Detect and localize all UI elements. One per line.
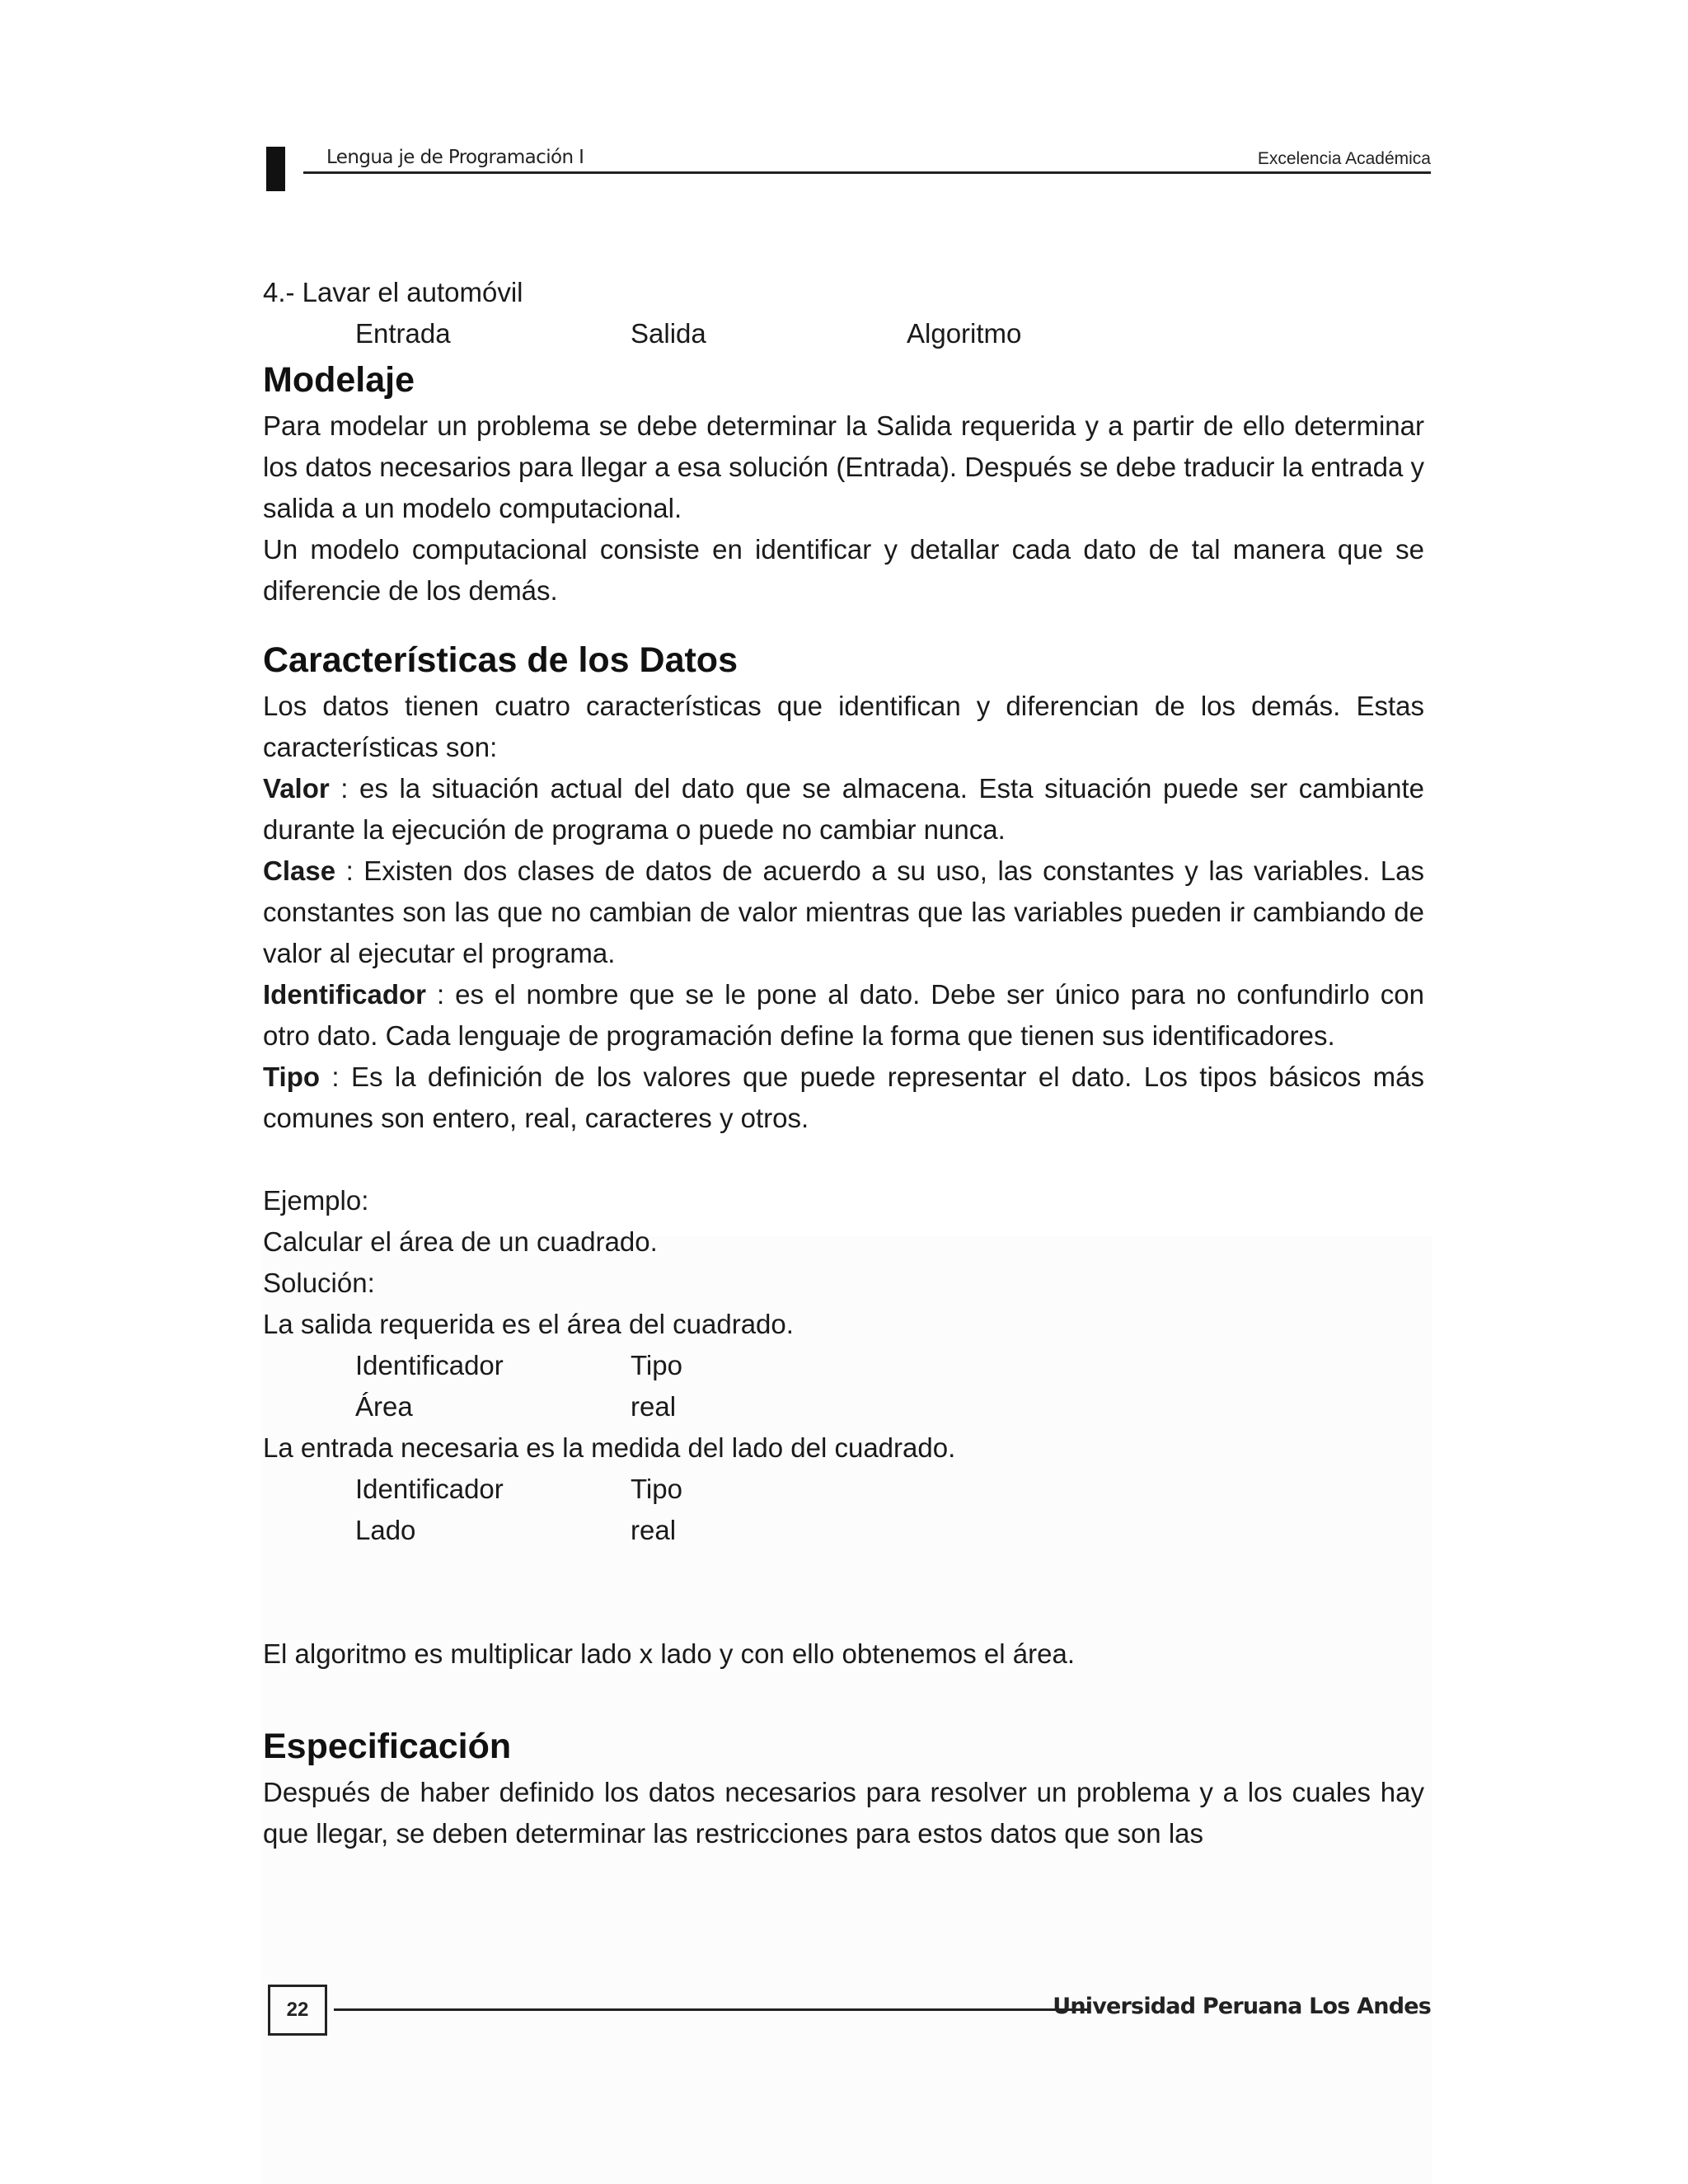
page-number: 22 — [268, 1985, 327, 2036]
table-cell-identificador: Área — [355, 1391, 413, 1422]
definition-valor — [263, 768, 1424, 851]
definition-clase — [263, 851, 1424, 974]
ejemplo-salida-text: La salida requerida es el área del cuadrado. — [263, 1309, 794, 1339]
table-cell-identificador: Lado — [355, 1515, 416, 1545]
paragraph-caracteristicas-intro: Los datos tienen cuatro características que identifican y diferencian de los demás. Estas características son: — [263, 691, 1424, 762]
table-header-identificador: Identificador — [355, 1474, 504, 1504]
heading-caracteristicas: Características de los Datos — [263, 640, 738, 680]
spacer — [263, 1551, 1424, 1633]
definition-tipo — [263, 1057, 1424, 1139]
heading-modelaje: Modelaje — [263, 360, 415, 400]
table-cell-tipo: real — [631, 1515, 677, 1545]
paragraph-modelaje-1: Para modelar un problema se debe determinar la Salida requerida y a partir de ello determinar los datos necesarios para llegar a esa solución (Entrada). Después se debe traducir la entrada y salida a un modelo computacional. — [263, 410, 1424, 523]
term-identificador: Identificador — [263, 979, 427, 1010]
ejemplo-entrada-text: La entrada necesaria es la medida del lado del cuadrado. — [263, 1432, 956, 1463]
header-marker-block — [266, 147, 285, 191]
header-course-title: Lengua je de Programación I — [326, 147, 584, 168]
header-tagline: Excelencia Académica — [1257, 149, 1431, 168]
footer-university: Universidad Peruana Los Andes — [1053, 1994, 1431, 2019]
ejemplo-solucion-label: Solución: — [263, 1268, 375, 1298]
salida-table-header — [263, 1345, 1424, 1386]
paragraph-especificacion-1: Después de haber definido los datos necesarios para resolver un problema y a los cuales hay que llegar, se deben determinar las restricciones para estos datos que son las — [263, 1777, 1424, 1849]
table-header-identificador: Identificador — [355, 1350, 504, 1380]
col-entrada: Entrada — [355, 318, 451, 349]
spacer — [263, 1698, 1424, 1721]
table-cell-tipo: real — [631, 1391, 677, 1422]
definition-valor-text: : es la situación actual del dato que se almacena. Esta situación puede ser cambiante durante la ejecución de programa o puede no cambiar nunca. — [263, 773, 1424, 845]
col-algoritmo: Algoritmo — [907, 318, 1022, 349]
term-tipo: Tipo — [263, 1062, 321, 1092]
heading-especificacion: Especificación — [263, 1727, 512, 1766]
definition-identificador — [263, 974, 1424, 1057]
term-valor: Valor — [263, 773, 330, 804]
header-rule — [303, 171, 1431, 174]
ejemplo-algoritmo-text: El algoritmo es multiplicar lado x lado y con ello obtenemos el área. — [263, 1638, 1076, 1669]
list-item-lavar-automovil: 4.- Lavar el automóvil — [263, 277, 523, 307]
definition-identificador-text: : es el nombre que se le pone al dato. Debe ser único para no confundirlo con otro dato. Cada lenguaje de programación define la forma que tienen sus identificadores. — [263, 979, 1424, 1051]
spacer — [263, 1675, 1424, 1698]
col-salida: Salida — [631, 318, 706, 349]
ejemplo-label: Ejemplo: — [263, 1185, 369, 1216]
page-content — [263, 272, 1424, 1854]
footer-rule — [334, 2008, 1090, 2011]
spacer — [263, 612, 1424, 635]
table-header-tipo: Tipo — [631, 1350, 682, 1380]
definition-tipo-text: : Es la definición de los valores que puede representar el dato. Los tipos básicos más comunes son entero, real, caracteres y otros. — [263, 1062, 1424, 1133]
table-row — [263, 1386, 1424, 1427]
definition-clase-text: : Existen dos clases de datos de acuerdo a su uso, las constantes y las variables. Las constantes son las que no cambian de valor mientras que las variables pueden ir cambiando de valor al ejecutar el programa. — [263, 855, 1424, 968]
paragraph-modelaje-2: Un modelo computacional consiste en identificar y detallar cada dato de tal manera que se diferencie de los demás. — [263, 534, 1424, 606]
entrada-table-header — [263, 1469, 1424, 1510]
table-header-tipo: Tipo — [631, 1474, 682, 1504]
ejemplo-problema: Calcular el área de un cuadrado. — [263, 1226, 658, 1257]
intro-columns — [263, 313, 1424, 354]
table-row — [263, 1510, 1424, 1551]
spacer — [263, 1139, 1424, 1180]
term-clase: Clase — [263, 855, 336, 886]
